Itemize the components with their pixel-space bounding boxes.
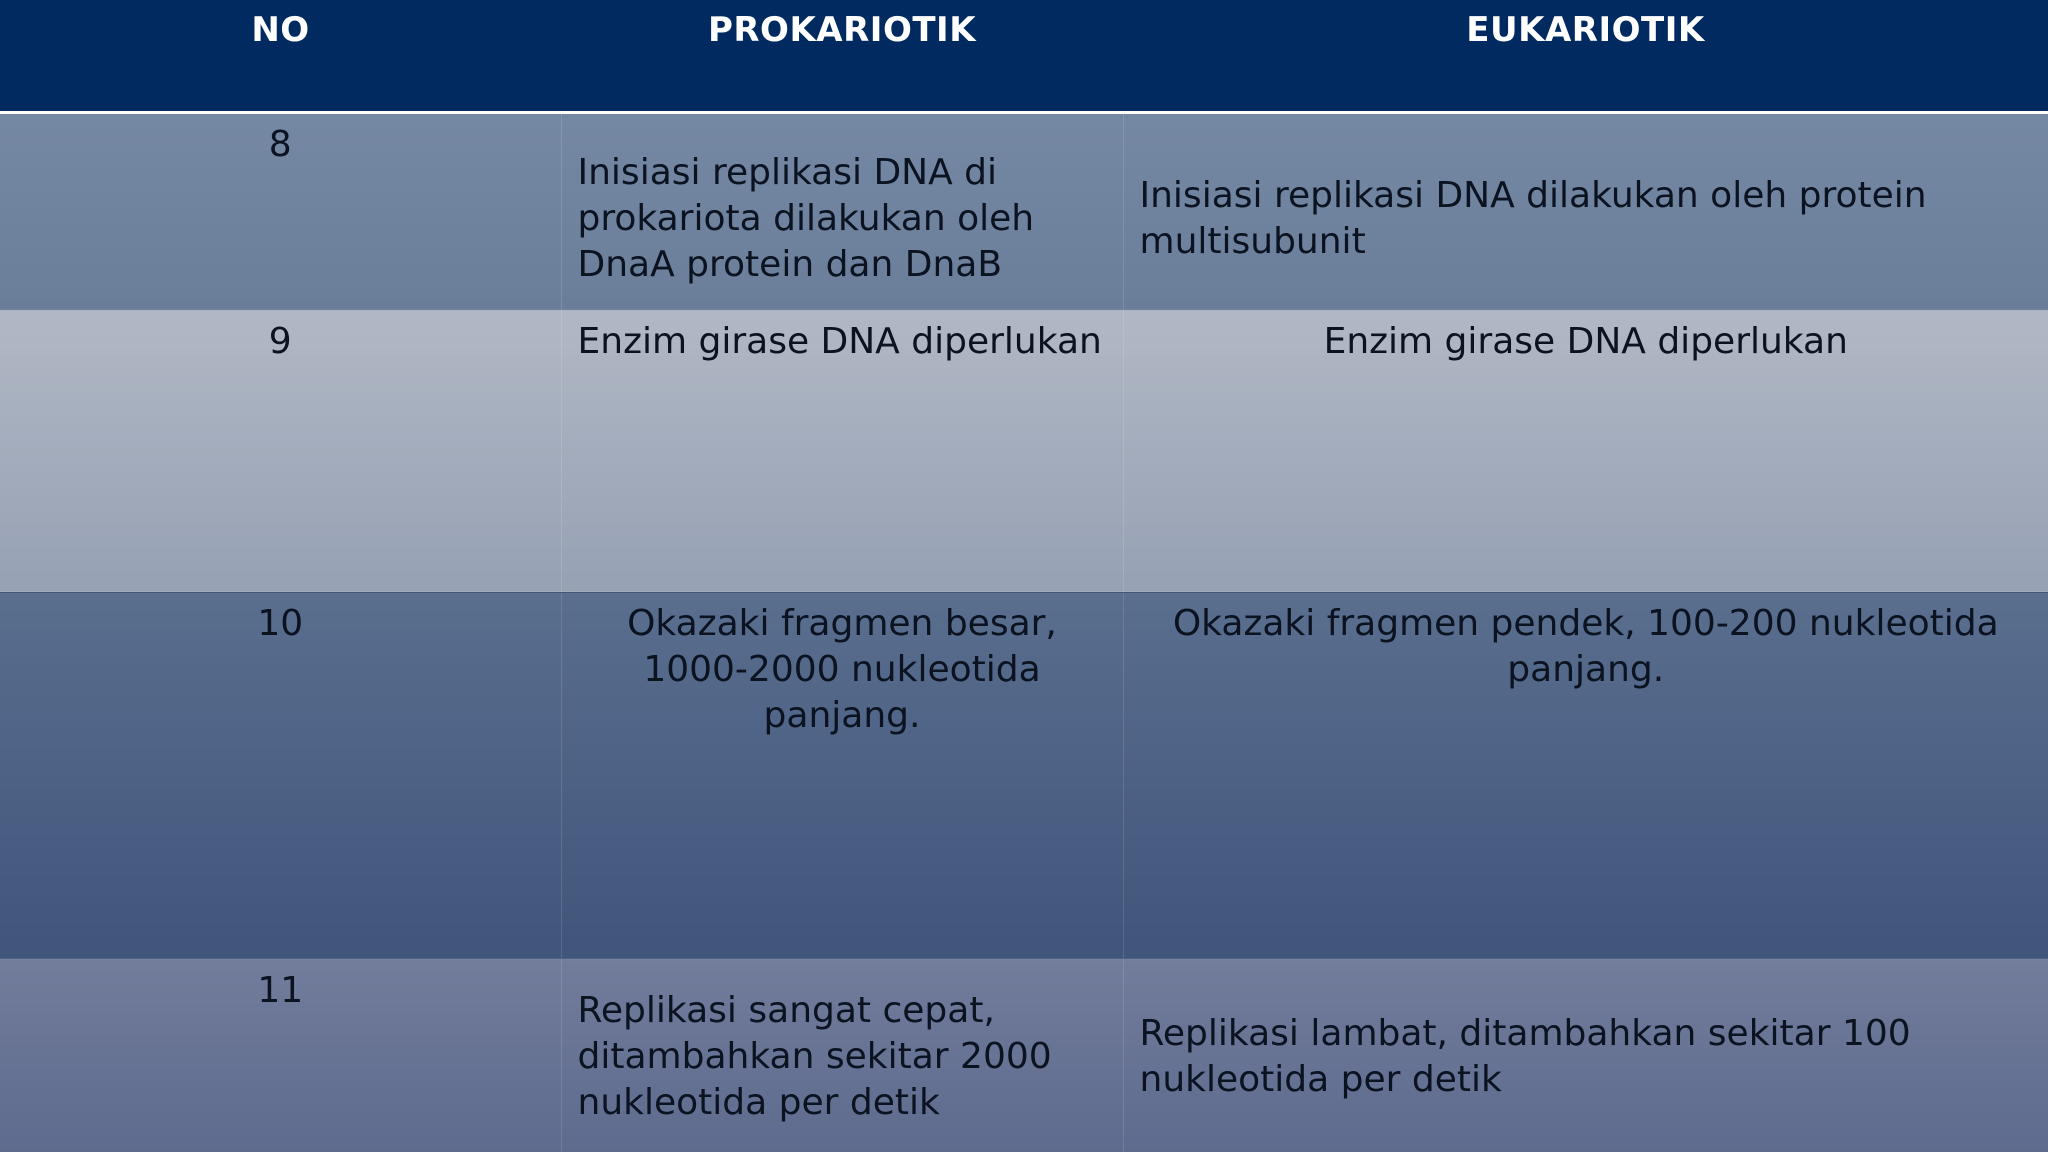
prokariotik-text: Okazaki fragmen besar, 1000-2000 nukleotida panjang. bbox=[627, 602, 1057, 736]
cell-prokariotik bbox=[561, 112, 1123, 310]
cell-prokariotik bbox=[561, 959, 1123, 1152]
cell-eukariotik bbox=[1123, 310, 2048, 592]
row-number: 9 bbox=[268, 320, 292, 362]
table-row bbox=[0, 112, 2048, 310]
prokariotik-text: Inisiasi replikasi DNA di prokariota dilakukan oleh DnaA protein dan DnaB bbox=[577, 151, 1035, 285]
table-row bbox=[0, 959, 2048, 1152]
table-body bbox=[0, 112, 2048, 1152]
cell-prokariotik bbox=[561, 592, 1123, 959]
eukariotik-text: Inisiasi replikasi DNA dilakukan oleh protein multisubunit bbox=[1139, 174, 1927, 262]
header-no: NO bbox=[0, 0, 561, 112]
cell-eukariotik bbox=[1123, 592, 2048, 959]
row-number: 11 bbox=[257, 969, 304, 1011]
prokariotik-text: Replikasi sangat cepat, ditambahkan sekitar 2000 nukleotida per detik bbox=[577, 989, 1052, 1123]
header-eukariotik: EUKARIOTIK bbox=[1123, 0, 2048, 112]
header-prokariotik: PROKARIOTIK bbox=[561, 0, 1123, 112]
table-row bbox=[0, 592, 2048, 959]
cell-eukariotik bbox=[1123, 112, 2048, 310]
table-row bbox=[0, 310, 2048, 592]
cell-no bbox=[0, 592, 561, 959]
eukariotik-text: Okazaki fragmen pendek, 100-200 nukleotida panjang. bbox=[1172, 602, 1999, 690]
cell-eukariotik bbox=[1123, 959, 2048, 1152]
row-number: 8 bbox=[268, 123, 292, 165]
cell-no bbox=[0, 310, 561, 592]
table-header bbox=[0, 0, 2048, 112]
cell-prokariotik bbox=[561, 310, 1123, 592]
header-row bbox=[0, 0, 2048, 112]
eukariotik-text: Replikasi lambat, ditambahkan sekitar 100 nukleotida per detik bbox=[1139, 1012, 1911, 1100]
cell-no bbox=[0, 112, 561, 310]
cell-no bbox=[0, 959, 561, 1152]
row-number: 10 bbox=[257, 602, 304, 644]
prokariotik-text: Enzim girase DNA diperlukan bbox=[577, 320, 1102, 362]
eukariotik-text: Enzim girase DNA diperlukan bbox=[1323, 320, 1848, 362]
